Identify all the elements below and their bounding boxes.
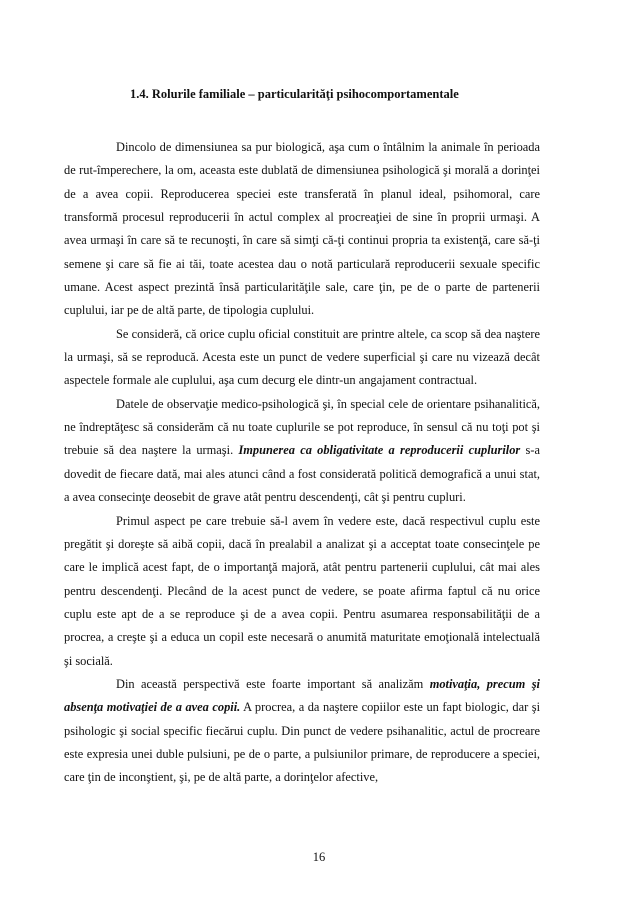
paragraph-5 bbox=[64, 673, 540, 790]
section-heading: 1.4. Rolurile familiale – particularităţi psihocomportamentale bbox=[130, 87, 459, 101]
page-number: 16 bbox=[312, 850, 326, 864]
paragraph-1: Dincolo de dimensiunea sa pur biologică, aşa cum o întâlnim la animale în perioada de rut-împerechere, la om, aceasta este dublată de dimensiunea psihologică şi morală a dorinţei de a avea copii. Reproducerea speciei este transferată în planul ideal, psihomoral, care transformă procesul reproducerii în actul complex al procreaţiei de sine în proprii urmaşi. A avea urmaşi în care să te recunoşti, în care să simţi că-ţi continui propria ta existenţă, care să-ţi semene şi care să fie ai tăi, toate acestea dau o notă particulară reproducerii sexuale specific umane. Acest aspect prezintă însă particularităţile sale, care ţin, pe de o parte de partenerii cuplului, iar pe de altă parte, de tipologia cuplului. bbox=[64, 140, 540, 318]
body-text bbox=[64, 136, 540, 790]
paragraph-3-text-end: s-a dovedit de fiecare dată, mai ales atunci când a fost considerată politică demografică a unui stat, a avea consecinţe deosebit de grave atât pentru descendenţi, cât şi pentru cupluri. bbox=[64, 443, 540, 505]
paragraph-5-text-start: Din această perspectivă este foarte important să analizăm bbox=[116, 676, 430, 691]
paragraph-3-text-start: Datele de observaţie medico-psihologică şi, în special cele de orientare psihanalitică, ne îndreptăţesc să considerăm că nu toate cuplurile se pot reproduce, în sensul că nu toţi pot şi trebuie să dea naştere la urmaşi. bbox=[64, 396, 540, 458]
paragraph-2: Se consideră, că orice cuplu oficial constituit are printre altele, ca scop să dea naştere la urmaşi, să se reproducă. Acesta este un punct de vedere superficial şi care nu vizează decât aspectele formale ale cuplului, aşa cum decurg ele dintr-un angajament contractual. bbox=[64, 326, 540, 388]
paragraph-3 bbox=[64, 393, 540, 510]
paragraph-5-emphasis: motivaţia, precum şi absenţa motivaţiei de a avea copii. bbox=[64, 676, 540, 715]
paragraph-5-text-end: A procrea, a da naştere copiilor bbox=[240, 700, 401, 715]
paragraph-5-text-rest: este un fapt biologic, dar şi psihologic şi social specific fiecărui cuplu. Din punct de vedere psihanalitic, actul de procreare este expresia unei duble pulsiuni, pe de o parte, a pulsiunilor primare, de reproducere a speciei, care ţin de inconştient, şi, pe de altă parte, a dorinţelor afective, bbox=[64, 700, 541, 785]
paragraph-3-emphasis: Impunerea ca obligativitate a reproducerii cuplurilor bbox=[238, 443, 521, 458]
paragraph-4: Primul aspect pe care trebuie să-l avem în vedere este, dacă respectivul cuplu este pregătit şi doreşte să aibă copii, dacă în prealabil a analizat şi a acceptat toate consecinţele pe care le implică acest fapt, de o importanţă majoră, atât pentru partenerii cuplului, cât mai ales pentru descendenţi. Plecând de la acest punct de vedere, se poate afirma faptul că nu orice cuplu este apt de a se reproduce şi de a avea copii. Pentru asumarea responsabilităţii de a procrea, a creşte şi a educa un copil este necesară o anumită maturitate emoţională intelectuală şi socială. bbox=[64, 513, 540, 668]
